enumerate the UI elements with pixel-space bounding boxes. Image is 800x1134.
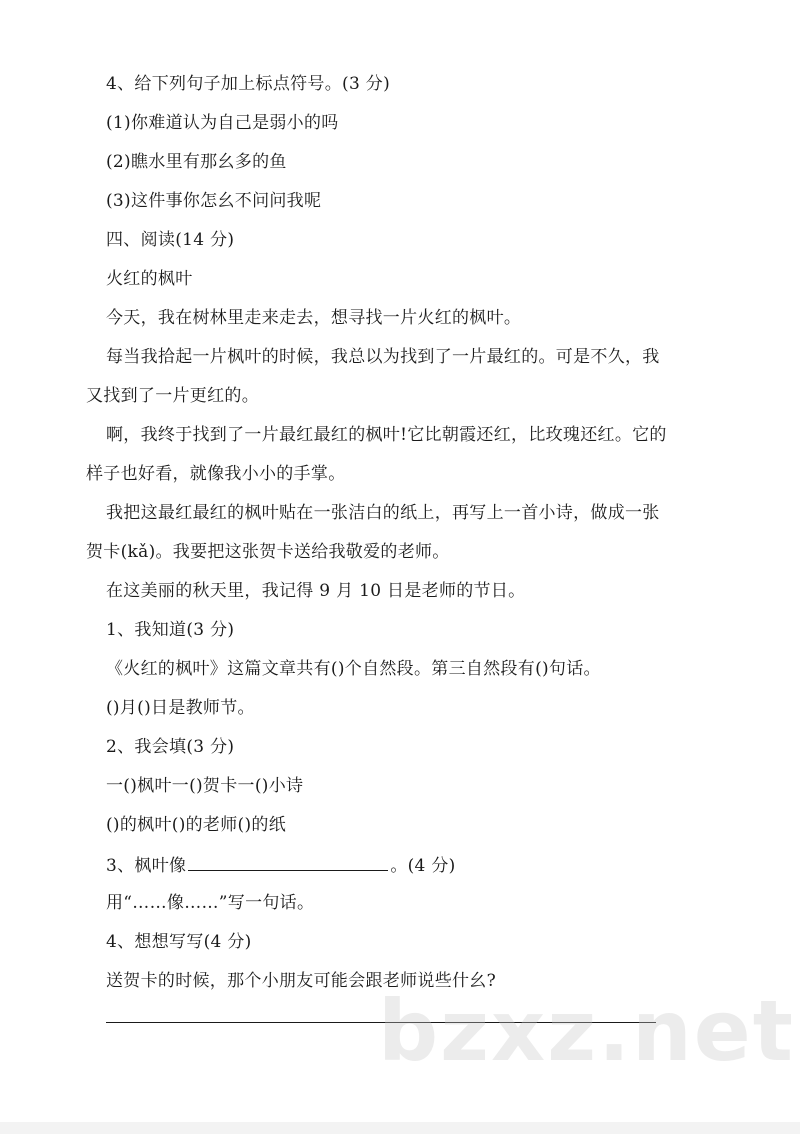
watermark: bzxz.net [378,982,795,1080]
question-4-writing-heading: 4、想想写写(4 分) [106,932,252,952]
passage-paragraph-5: 在这美丽的秋天里，我记得 9 月 10 日是老师的节日。 [106,581,526,601]
question-3-line [106,852,456,878]
answer-blank[interactable] [188,852,388,871]
passage-paragraph-2-line-2: 又找到了一片更红的。 [86,386,259,406]
passage-paragraph-4-line-2: 贺卡(kǎ)。我要把这张贺卡送给我敬爱的老师。 [86,542,450,562]
sentence-2: (2)瞧水里有那幺多的鱼 [106,152,287,172]
passage-paragraph-4-line-1: 我把这最红最红的枫叶贴在一张洁白的纸上，再写上一首小诗，做成一张 [106,503,660,523]
question-3-prefix: 3、枫叶像 [106,856,187,876]
question-4-writing-prompt: 送贺卡的时候，那个小朋友可能会跟老师说些什幺? [106,971,497,991]
question-2-item-2: ()的枫叶()的老师()的纸 [106,815,286,835]
sentence-3: (3)这件事你怎幺不问问我呢 [106,191,322,211]
sentence-1: (1)你难道认为自己是弱小的吗 [106,113,339,133]
question-2-item-1: 一()枫叶一()贺卡一()小诗 [106,776,304,796]
question-2-heading: 2、我会填(3 分) [106,737,235,757]
passage-title: 火红的枫叶 [106,269,193,289]
question-3-instruction: 用“……像……”写一句话。 [106,893,315,913]
question-4-heading: 4、给下列句子加上标点符号。(3 分) [106,74,390,94]
section-reading-heading: 四、阅读(14 分) [106,230,235,250]
question-1-heading: 1、我知道(3 分) [106,620,235,640]
question-1-item-2: ()月()日是教师节。 [106,698,255,718]
question-1-item-1: 《火红的枫叶》这篇文章共有()个自然段。第三自然段有()句话。 [106,659,601,679]
passage-paragraph-1: 今天，我在树林里走来走去，想寻找一片火红的枫叶。 [106,308,522,328]
page-bottom-edge [0,1122,800,1134]
passage-paragraph-2-line-1: 每当我拾起一片枫叶的时候，我总以为找到了一片最红的。可是不久，我 [106,347,660,367]
question-3-suffix: 。(4 分) [390,856,456,876]
passage-paragraph-3-line-1: 啊，我终于找到了一片最红最红的枫叶!它比朝霞还红，比玫瑰还红。它的 [106,425,667,445]
passage-paragraph-3-line-2: 样子也好看，就像我小小的手掌。 [86,464,346,484]
